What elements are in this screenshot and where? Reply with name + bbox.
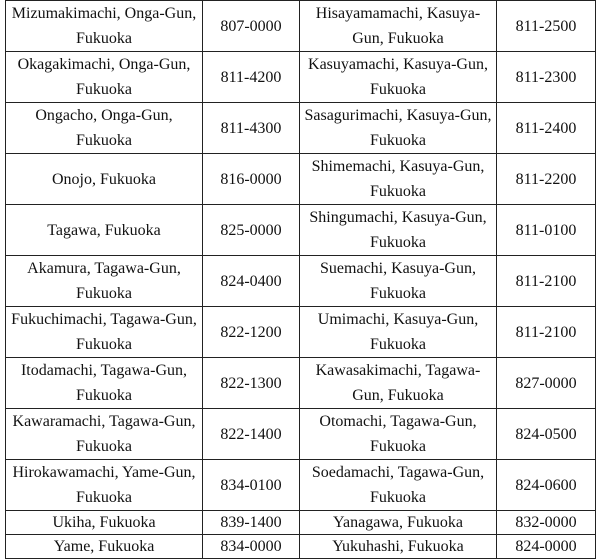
table-row: [6, 460, 596, 511]
table-row: [6, 358, 596, 409]
place-cell: Yukuhashi, Fukuoka: [300, 535, 497, 559]
postal-code-cell: 822-1300: [203, 358, 300, 409]
postal-code-cell: 825-0000: [203, 205, 300, 256]
place-cell: Ongacho, Onga-Gun, Fukuoka: [6, 103, 203, 154]
place-cell: Okagakimachi, Onga-Gun, Fukuoka: [6, 52, 203, 103]
table-row: [6, 409, 596, 460]
postal-code-cell: 811-0100: [497, 205, 596, 256]
postal-code-cell: 811-2100: [497, 307, 596, 358]
table-row: [6, 1, 596, 52]
table-row: [6, 511, 596, 535]
postal-code-cell: 816-0000: [203, 154, 300, 205]
table-row: [6, 103, 596, 154]
postal-code-cell: 822-1200: [203, 307, 300, 358]
place-cell: Kawasakimachi, Tagawa-Gun, Fukuoka: [300, 358, 497, 409]
postal-code-cell: 824-0400: [203, 256, 300, 307]
table-row: [6, 52, 596, 103]
place-cell: Soedamachi, Tagawa-Gun, Fukuoka: [300, 460, 497, 511]
postal-code-cell: 839-1400: [203, 511, 300, 535]
postal-code-cell: 811-4300: [203, 103, 300, 154]
place-cell: Shimemachi, Kasuya-Gun, Fukuoka: [300, 154, 497, 205]
table-row: [6, 307, 596, 358]
postal-code-cell: 807-0000: [203, 1, 300, 52]
postal-code-cell: 811-2500: [497, 1, 596, 52]
place-cell: Mizumakimachi, Onga-Gun, Fukuoka: [6, 1, 203, 52]
postal-code-cell: 834-0000: [203, 535, 300, 559]
postal-code-cell: 822-1400: [203, 409, 300, 460]
place-cell: Umimachi, Kasuya-Gun, Fukuoka: [300, 307, 497, 358]
postal-code-cell: 827-0000: [497, 358, 596, 409]
postal-code-cell: 824-0000: [497, 535, 596, 559]
place-cell: Hirokawamachi, Yame-Gun, Fukuoka: [6, 460, 203, 511]
table-row: [6, 535, 596, 559]
postal-code-cell: 824-0600: [497, 460, 596, 511]
postal-code-cell: 824-0500: [497, 409, 596, 460]
place-cell: Kawaramachi, Tagawa-Gun, Fukuoka: [6, 409, 203, 460]
postal-code-cell: 811-2200: [497, 154, 596, 205]
place-cell: Fukuchimachi, Tagawa-Gun, Fukuoka: [6, 307, 203, 358]
postal-code-cell: 834-0100: [203, 460, 300, 511]
postal-code-cell: 811-4200: [203, 52, 300, 103]
place-cell: Itodamachi, Tagawa-Gun, Fukuoka: [6, 358, 203, 409]
postal-code-cell: 832-0000: [497, 511, 596, 535]
place-cell: Shingumachi, Kasuya-Gun, Fukuoka: [300, 205, 497, 256]
table-row: [6, 205, 596, 256]
place-cell: Akamura, Tagawa-Gun, Fukuoka: [6, 256, 203, 307]
table-row: [6, 256, 596, 307]
table-row: [6, 154, 596, 205]
place-cell: Kasuyamachi, Kasuya-Gun, Fukuoka: [300, 52, 497, 103]
place-cell: Otomachi, Tagawa-Gun, Fukuoka: [300, 409, 497, 460]
place-cell: Ukiha, Fukuoka: [6, 511, 203, 535]
place-cell: Onojo, Fukuoka: [6, 154, 203, 205]
postal-code-cell: 811-2300: [497, 52, 596, 103]
place-cell: Suemachi, Kasuya-Gun, Fukuoka: [300, 256, 497, 307]
postal-code-table: [5, 0, 596, 559]
postal-code-cell: 811-2400: [497, 103, 596, 154]
place-cell: Tagawa, Fukuoka: [6, 205, 203, 256]
place-cell: Sasagurimachi, Kasuya-Gun, Fukuoka: [300, 103, 497, 154]
place-cell: Hisayamamachi, Kasuya-Gun, Fukuoka: [300, 1, 497, 52]
place-cell: Yanagawa, Fukuoka: [300, 511, 497, 535]
postal-code-cell: 811-2100: [497, 256, 596, 307]
place-cell: Yame, Fukuoka: [6, 535, 203, 559]
